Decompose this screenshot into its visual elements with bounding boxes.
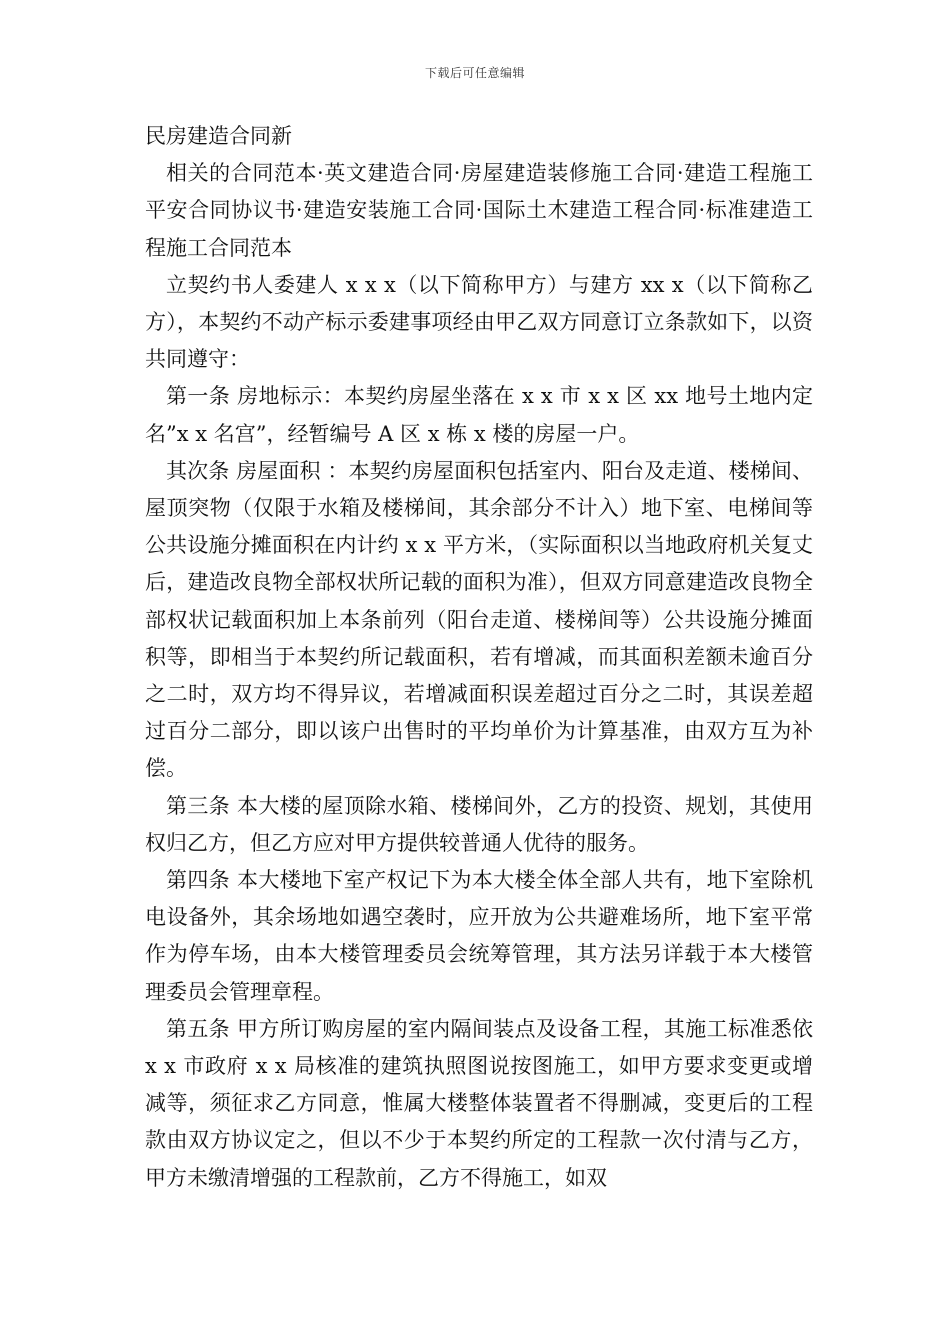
paragraph-article-1: 第一条 房地标示：本契约房屋坐落在 x x 市 x x 区 xx 地号土地内定名”x x 名宫”，经暂编号 A 区 x 栋 x 楼的房屋一户。 bbox=[145, 384, 813, 446]
paragraph-article-3: 第三条 本大楼的屋顶除水箱、楼梯间外，乙方的投资、规划，其使用权归乙方，但乙方应对甲方提供较普通人优待的服务。 bbox=[145, 793, 813, 855]
document-body bbox=[145, 118, 813, 1197]
paragraph-article-5: 第五条 甲方所订购房屋的室内隔间装点及设备工程，其施工标准悉依 x x 市政府 x x 局核准的建筑执照图说按图施工，如甲方要求变更或增减等，须征求乙方同意，惟属大楼整体装置者不得删减，变更后的工程款由双方协议定之，但以不少于本契约所定的工程款一次付清与乙方，甲方未缴清增强的工程款前，乙方不得施工，如双 bbox=[145, 1016, 813, 1190]
paragraph-article-2: 其次条 房屋面积 ：本契约房屋面积包括室内、阳台及走道、楼梯间、屋顶突物（仅限于水箱及楼梯间，其余部分不计入）地下室、电梯间等公共设施分摊面积在内计约 x x 平方米，（实际面积以当地政府机关复丈后，建造改良物全部权状所记载的面积为准），但双方同意建造改良物全部权状记载面积加上本条前列（阳台走道、楼梯间等）公共设施分摊面积等，即相当于本契约所记载面积，若有增减，而其面积差额未逾百分之二时，双方均不得异议，若增减面积误差超过百分之二时，其误差超过百分二部分，即以该户出售时的平均单价为计算基准，由双方互为补偿。 bbox=[145, 458, 813, 781]
paragraph-article-4: 第四条 本大楼地下室产权记下为本大楼全体全部人共有，地下室除机电设备外，其余场地如遇空袭时，应开放为公共避难场所，地下室平常作为停车场，由本大楼管理委员会统筹管理，其方法另详载于本大楼管理委员会管理章程。 bbox=[145, 868, 813, 1004]
document-title: 民房建造合同新 bbox=[145, 124, 292, 148]
header-note: 下载后可任意编辑 bbox=[424, 66, 525, 80]
paragraph-related-templates: 相关的合同范本·英文建造合同·房屋建造装修施工合同·建造工程施工平安合同协议书·建造安装施工合同·国际土木建造工程合同·标准建造工程施工合同范本 bbox=[145, 161, 813, 260]
paragraph-parties: 立契约书人委建人 x x x（以下简称甲方）与建方 xx x（以下简称乙方），本契约不动产标示委建事项经由甲乙双方同意订立条款如下，以资共同遵守： bbox=[145, 272, 813, 372]
